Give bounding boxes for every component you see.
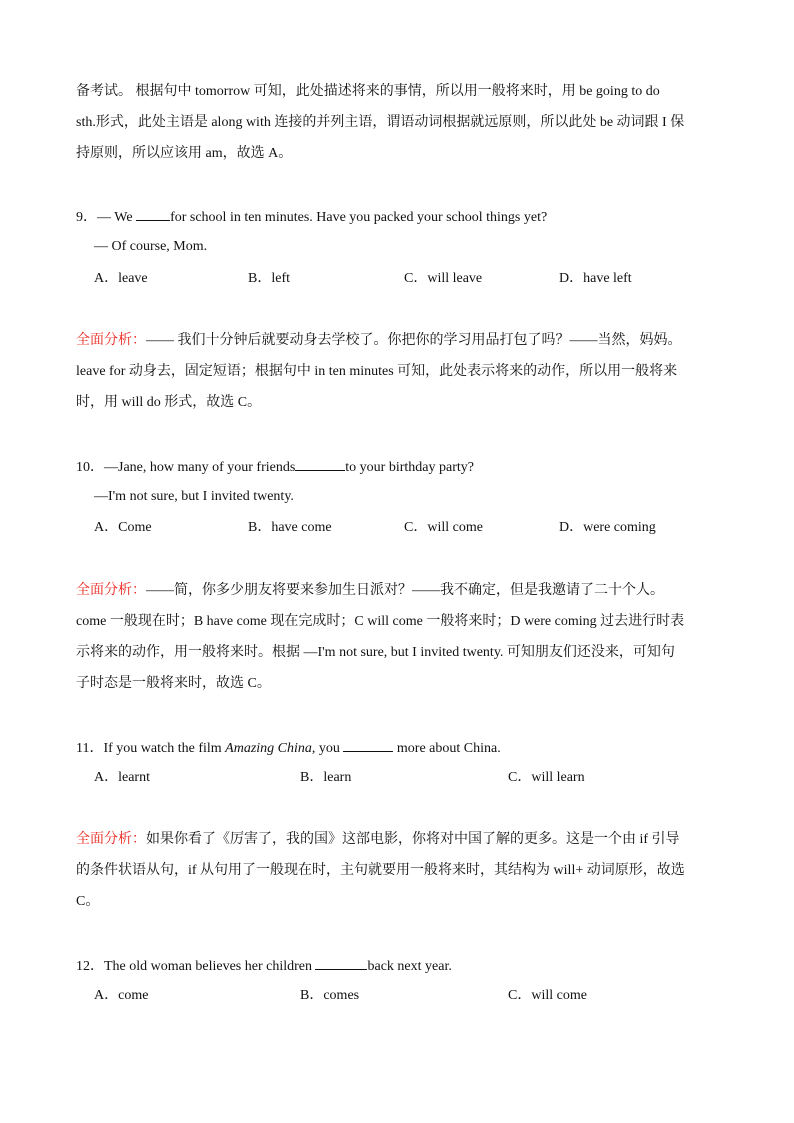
question-9-reply: — Of course, Mom. <box>94 239 208 254</box>
question-number: 9． <box>76 210 97 225</box>
option-c: C．will learn <box>508 770 585 785</box>
intro-line-3: 持原则，所以应该用 am，故选 A。 <box>76 146 293 161</box>
option-d: D．have left <box>559 271 632 286</box>
option-b: B．left <box>248 271 290 286</box>
question-text: If you watch the film <box>103 741 226 756</box>
analysis-text: —— 我们十分钟后就要动身去学校了。你把你的学习用品打包了吗？——当然，妈妈。 <box>146 333 682 348</box>
question-text: , you <box>311 741 344 756</box>
answer-blank <box>315 955 367 970</box>
answer-blank <box>295 456 345 471</box>
analysis-10-line-3: 示将来的动作，用一般将来时。根据 —I'm not sure, but I invited twenty. 可知朋友们还没来，可知句 <box>76 645 675 660</box>
option-b: B．comes <box>300 988 360 1003</box>
option-a: A．Come <box>94 520 152 535</box>
question-text: to your birthday party? <box>345 460 474 475</box>
analysis-11-line-3: C。 <box>76 894 100 909</box>
answer-blank <box>343 737 393 752</box>
option-b: B．learn <box>300 770 352 785</box>
intro-line-1: 备考试。 根据句中 tomorrow 可知，此处描述将来的事情，所以用一般将来时，用 be going to do <box>76 84 660 99</box>
option-a: A．leave <box>94 271 148 286</box>
film-title: Amazing China <box>225 741 312 756</box>
analysis-label: 全面分析： <box>76 333 146 348</box>
option-c: C．will leave <box>404 271 483 286</box>
analysis-9-line-1 <box>76 331 726 351</box>
analysis-9-line-3: 时，用 will do 形式，故选 C。 <box>76 395 262 410</box>
question-text: for school in ten minutes. Have you packed your school things yet? <box>170 210 548 225</box>
analysis-9-line-2: leave for 动身去，固定短语；根据句中 in ten minutes 可知，此处表示将来的动作，所以用一般将来 <box>76 364 678 379</box>
question-text: more about China. <box>393 741 501 756</box>
answer-blank <box>136 206 170 221</box>
option-a: A．learnt <box>94 770 150 785</box>
question-text: The old woman believes her children <box>104 959 316 974</box>
analysis-text: 如果你看了《厉害了，我的国》这部电影，你将对中国了解的更多。这是一个由 if 引导 <box>146 832 680 847</box>
question-number: 12． <box>76 959 104 974</box>
question-number: 10． <box>76 460 104 475</box>
option-b: B．have come <box>248 520 332 535</box>
analysis-11-line-1 <box>76 830 726 850</box>
question-11-stem <box>76 737 726 757</box>
analysis-label: 全面分析： <box>76 832 146 847</box>
analysis-10-line-2: come 一般现在时；B have come 现在完成时；C will come 一般将来时；D were coming 过去进行时表 <box>76 614 685 629</box>
intro-line-2: sth.形式，此处主语是 along with 连接的并列主语，谓语动词根据就远原则，所以此处 be 动词跟 I 保 <box>76 115 685 130</box>
analysis-label: 全面分析： <box>76 583 146 598</box>
question-text: — We <box>97 210 137 225</box>
question-9-stem <box>76 206 726 226</box>
option-a: A．come <box>94 988 149 1003</box>
question-12-stem <box>76 955 726 975</box>
option-d: D．were coming <box>559 520 656 535</box>
question-number: 11． <box>76 741 104 756</box>
question-text: back next year. <box>367 959 452 974</box>
question-10-reply: —I'm not sure, but I invited twenty. <box>94 489 294 504</box>
analysis-11-line-2: 的条件状语从句，if 从句用了一般现在时，主句就要用一般将来时，其结构为 will+ 动词原形，故选 <box>76 863 685 878</box>
analysis-text: ——简，你多少朋友将要来参加生日派对？——我不确定，但是我邀请了二十个人。 <box>146 583 664 598</box>
question-10-stem <box>76 456 726 476</box>
option-c: C．will come <box>508 988 587 1003</box>
analysis-10-line-4: 子时态是一般将来时，故选 C。 <box>76 676 271 691</box>
question-text: —Jane, how many of your friends <box>104 460 296 475</box>
option-c: C．will come <box>404 520 483 535</box>
analysis-10-line-1 <box>76 581 726 601</box>
